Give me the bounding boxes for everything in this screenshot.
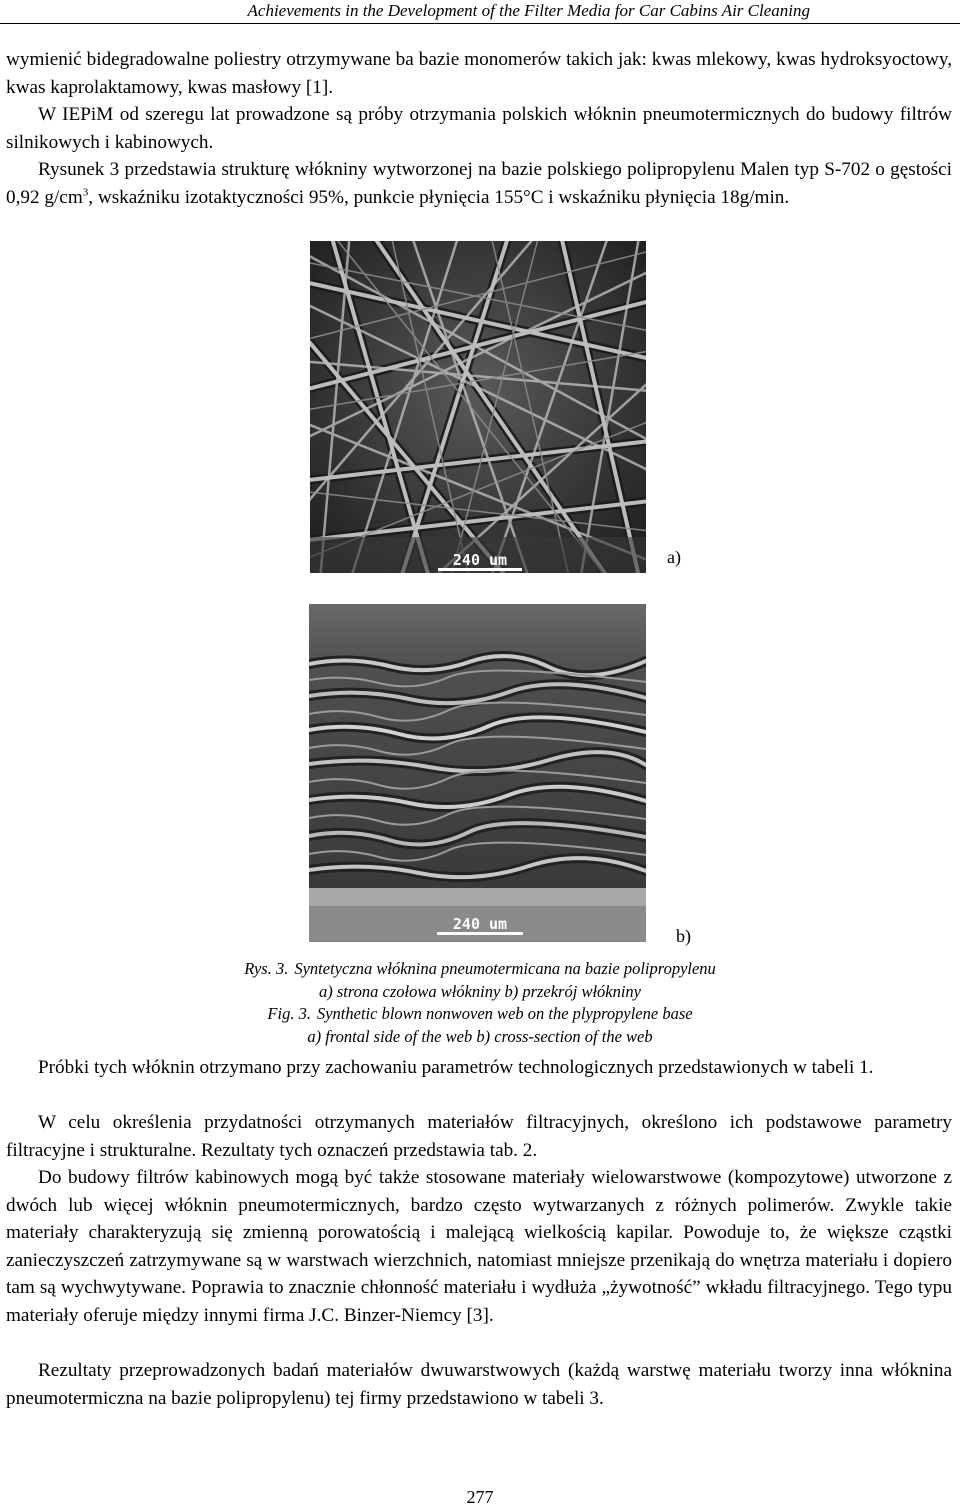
caption-en-parts: a) frontal side of the web b) cross-section of the web <box>307 1026 653 1046</box>
paragraph-parameters: W celu określenia przydatności otrzymanych materiałów filtracyjnych, określono ich podstawowe parametry filtracyjne i strukturalne. Rezultaty tych oznaczeń przedstawia tab. 2. <box>6 1112 952 1161</box>
paragraph-samples: Próbki tych włóknin otrzymano przy zachowaniu parametrów technologicznych przedstawionych w tabeli 1. <box>38 1057 874 1078</box>
caption-pl-title: Syntetyczna włóknina pneumotermicana na bazie polipropylenu <box>294 959 716 978</box>
paragraph-continued: wymienić bidegradowalne poliestry otrzymywane ba bazie monomerów takich jak: kwas mlekowy, kwas hydroksyoctowy, kwas kaprolaktamowy, kwas masłowy [1]. <box>6 49 952 98</box>
figure-intro-text-1: Rysunek 3 przedstawia strukturę włókniny wytworzonej na bazie polskiego polipropylenu Malen typ S-702 o gęstości 0,92 g/cm <box>6 159 952 208</box>
caption-en-label: Fig. 3. <box>267 1004 311 1023</box>
paragraph-multilayer: Do budowy filtrów kabinowych mogą być także stosowane materiały wielowarstwowe (kompozytowe) utworzone z dwóch lub więcej włóknin pneumotermicznych, bardzo często wytwarzanych z różnych polimerów. Zwykle takie materiały charakteryzują się zmienną porowatością i malejącą wielkością kapilar. Powoduje to, że większe cząstki zanieczyszczeń zatrzymywane są w warstwach wierzchnich, natomiast mniejsze przenikają do wnętrza materiału i dopiero tam są wychwytywane. Poprawia to znacznie chłonność materiału i wydłuża „żywotność” wkładu filtracyjnego. Tego typu materiały oferuje między innymi firma J.C. Binzer-Niemcy [3]. <box>6 1167 952 1326</box>
paragraph-iepim: W IEPiM od szeregu lat prowadzone są próby otrzymania polskich włóknin pneumotermicznych do budowy filtrów silnikowych i kabinowych. <box>6 104 952 153</box>
running-title: Achievements in the Development of the Filter Media for Car Cabins Air Cleaning <box>0 0 960 24</box>
caption-en-title-line <box>150 1003 810 1026</box>
scale-bar-frontal: 240 um <box>452 551 508 569</box>
figure-caption <box>150 958 810 1048</box>
paragraph-results: Rezultaty przeprowadzonych badań materiałów dwuwarstwowych (każdą warstwę materiału tworzy inna włóknina pneumotermiczna na bazie polipropylenu) tej firmy przedstawiono w tabeli 3. <box>6 1360 952 1409</box>
paragraph-figure-intro <box>6 156 952 211</box>
figure-intro-text-2: , wskaźniku izotaktyczności 95%, punkcie płynięcia 155°C i wskaźniku płynięcia 18g/min. <box>88 186 790 208</box>
fiber-texture-frontal <box>310 241 646 573</box>
caption-pl-label: Rys. 3. <box>244 959 289 978</box>
density-exponent: 3 <box>82 186 89 199</box>
caption-en-title: Synthetic blown nonwoven web on the plypropylene base <box>316 1004 693 1023</box>
caption-pl-title-line <box>150 958 810 981</box>
sem-image-cross-section <box>309 604 646 942</box>
panel-label-a: a) <box>667 547 681 567</box>
panel-label-b: b) <box>676 926 691 946</box>
fiber-texture-cross-section <box>309 604 646 942</box>
scale-bar-cross-section: 240 um <box>452 915 508 933</box>
page-number: 277 <box>466 1487 494 1507</box>
sem-image-frontal <box>310 241 646 573</box>
caption-pl-parts: a) strona czołowa włókniny b) przekrój włókniny <box>318 981 642 1001</box>
